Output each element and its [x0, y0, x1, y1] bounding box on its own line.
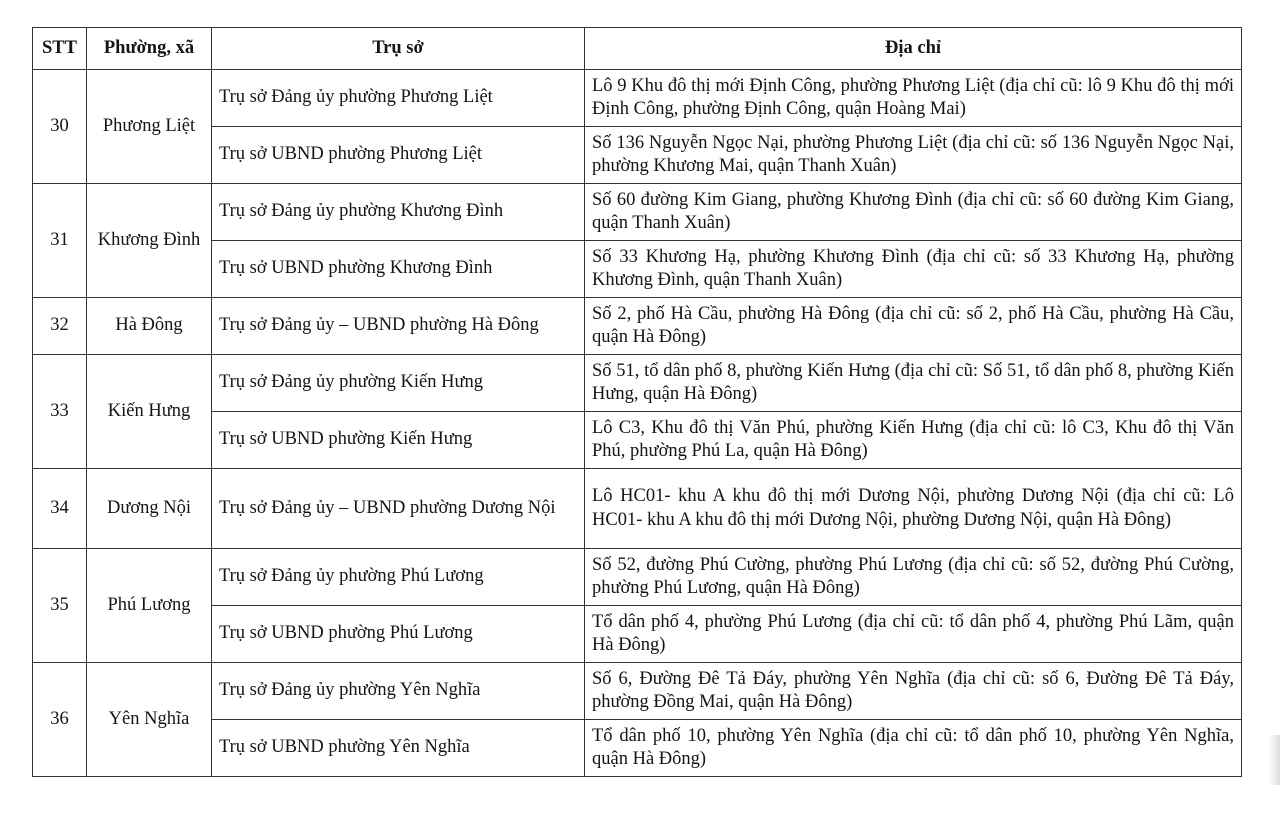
table-row — [33, 241, 1242, 298]
table-row — [33, 70, 1242, 127]
headquarters-cell: Trụ sở UBND phường Phương Liệt — [212, 127, 585, 184]
address-cell: Lô HC01- khu A khu đô thị mới Dương Nội, phường Dương Nội (địa chỉ cũ: Lô HC01- khu A khu đô thị mới Dương Nội, phường Dương Nội, quận Hà Đông) — [585, 469, 1242, 549]
ward-cell: Kiến Hưng — [87, 355, 212, 469]
headquarters-address-table — [32, 27, 1242, 777]
headquarters-cell: Trụ sở Đảng ủy phường Phú Lương — [212, 549, 585, 606]
table-row — [33, 298, 1242, 355]
table-row — [33, 720, 1242, 777]
headquarters-cell: Trụ sở Đảng ủy – UBND phường Hà Đông — [212, 298, 585, 355]
stt-cell: 32 — [33, 298, 87, 355]
scan-edge-shadow — [1268, 735, 1280, 785]
address-cell: Số 52, đường Phú Cường, phường Phú Lương (địa chỉ cũ: số 52, đường Phú Cường, phường Phú Lương, quận Hà Đông) — [585, 549, 1242, 606]
address-cell: Lô C3, Khu đô thị Văn Phú, phường Kiến Hưng (địa chỉ cũ: lô C3, Khu đô thị Văn Phú, phường Phú La, quận Hà Đông) — [585, 412, 1242, 469]
ward-cell: Yên Nghĩa — [87, 663, 212, 777]
address-cell: Tổ dân phố 10, phường Yên Nghĩa (địa chỉ cũ: tổ dân phố 10, phường Yên Nghĩa, quận Hà Đông) — [585, 720, 1242, 777]
table-row — [33, 663, 1242, 720]
ward-cell: Phương Liệt — [87, 70, 212, 184]
headquarters-cell: Trụ sở Đảng ủy phường Kiến Hưng — [212, 355, 585, 412]
ward-cell: Phú Lương — [87, 549, 212, 663]
table-row — [33, 127, 1242, 184]
headquarters-cell: Trụ sở Đảng ủy phường Phương Liệt — [212, 70, 585, 127]
address-cell: Số 51, tổ dân phố 8, phường Kiến Hưng (địa chỉ cũ: Số 51, tổ dân phố 8, phường Kiến Hưng, quận Hà Đông) — [585, 355, 1242, 412]
headquarters-cell: Trụ sở Đảng ủy phường Khương Đình — [212, 184, 585, 241]
table-row — [33, 606, 1242, 663]
headquarters-cell: Trụ sở UBND phường Yên Nghĩa — [212, 720, 585, 777]
ward-cell: Hà Đông — [87, 298, 212, 355]
address-cell: Số 136 Nguyễn Ngọc Nại, phường Phương Liệt (địa chỉ cũ: số 136 Nguyễn Ngọc Nại, phường Khương Mai, quận Thanh Xuân) — [585, 127, 1242, 184]
header-address: Địa chỉ — [585, 28, 1242, 70]
table-row — [33, 355, 1242, 412]
header-headquarters: Trụ sở — [212, 28, 585, 70]
address-cell: Tổ dân phố 4, phường Phú Lương (địa chỉ cũ: tổ dân phố 4, phường Phú Lãm, quận Hà Đông) — [585, 606, 1242, 663]
table-row — [33, 549, 1242, 606]
address-cell: Số 60 đường Kim Giang, phường Khương Đình (địa chỉ cũ: số 60 đường Kim Giang, quận Thanh Xuân) — [585, 184, 1242, 241]
header-stt: STT — [33, 28, 87, 70]
headquarters-cell: Trụ sở UBND phường Kiến Hưng — [212, 412, 585, 469]
address-cell: Lô 9 Khu đô thị mới Định Công, phường Phương Liệt (địa chỉ cũ: lô 9 Khu đô thị mới Định Công, phường Định Công, quận Hoàng Mai) — [585, 70, 1242, 127]
table-header-row — [33, 28, 1242, 70]
headquarters-cell: Trụ sở Đảng ủy – UBND phường Dương Nội — [212, 469, 585, 549]
ward-cell: Dương Nội — [87, 469, 212, 549]
stt-cell: 33 — [33, 355, 87, 469]
stt-cell: 31 — [33, 184, 87, 298]
stt-cell: 36 — [33, 663, 87, 777]
table-row — [33, 412, 1242, 469]
stt-cell: 35 — [33, 549, 87, 663]
stt-cell: 34 — [33, 469, 87, 549]
stt-cell: 30 — [33, 70, 87, 184]
table-row — [33, 469, 1242, 549]
headquarters-cell: Trụ sở UBND phường Khương Đình — [212, 241, 585, 298]
address-cell: Số 6, Đường Đê Tả Đáy, phường Yên Nghĩa (địa chỉ cũ: số 6, Đường Đê Tả Đáy, phường Đồng Mai, quận Hà Đông) — [585, 663, 1242, 720]
header-ward: Phường, xã — [87, 28, 212, 70]
address-cell: Số 33 Khương Hạ, phường Khương Đình (địa chỉ cũ: số 33 Khương Hạ, phường Khương Đình, quận Thanh Xuân) — [585, 241, 1242, 298]
table-row — [33, 184, 1242, 241]
headquarters-cell: Trụ sở UBND phường Phú Lương — [212, 606, 585, 663]
ward-cell: Khương Đình — [87, 184, 212, 298]
address-cell: Số 2, phố Hà Cầu, phường Hà Đông (địa chỉ cũ: số 2, phố Hà Cầu, phường Hà Cầu, quận Hà Đông) — [585, 298, 1242, 355]
headquarters-cell: Trụ sở Đảng ủy phường Yên Nghĩa — [212, 663, 585, 720]
